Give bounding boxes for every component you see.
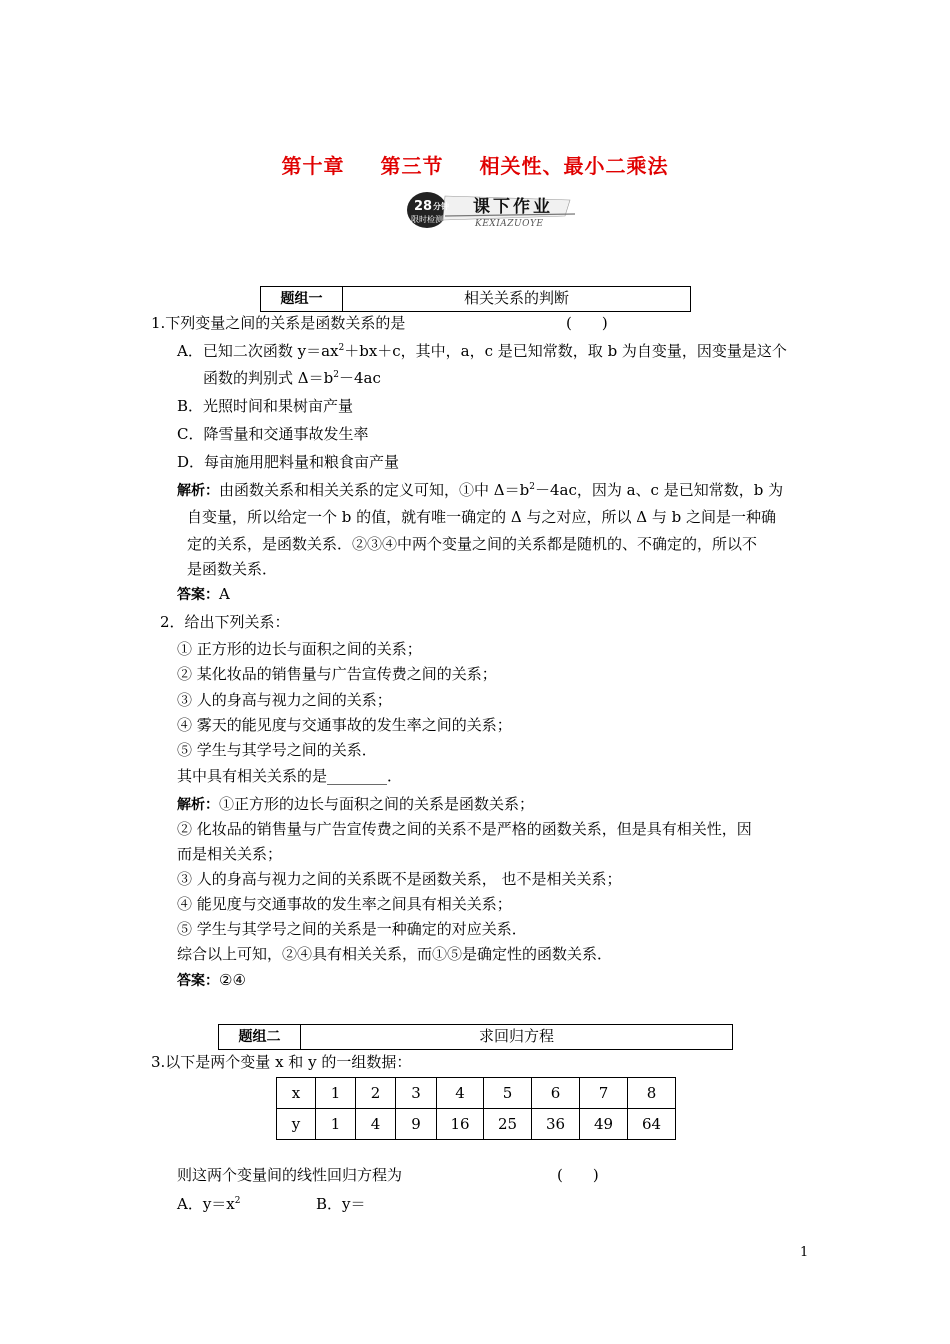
group-name: 相关关系的判断 — [463, 289, 569, 307]
q2-item-1: ① 正方形的边长与面积之间的关系； — [177, 640, 422, 658]
group-name: 求回归方程 — [478, 1027, 554, 1045]
q2-jiexi-1: 解析：①正方形的边长与面积之间的关系是函数关系； — [177, 795, 535, 813]
badge-number: 28 — [414, 199, 433, 214]
q1-stem: 1.下列变量之间的关系是函数关系的是 — [151, 314, 406, 332]
q1-option-a: A．已知二次函数 $y=ax^2+bx+c$，其中，a，c 是已知常数，取 b 为自变量，因变量是这个 — [177, 342, 787, 360]
q2-answer: 答案：②④ — [177, 971, 246, 989]
q1-paren: ( ) — [566, 314, 608, 332]
table-cell: y — [277, 1109, 316, 1140]
table-cell: 1 — [316, 1109, 356, 1140]
q3-option-a: A．$y=x^2$ — [177, 1195, 241, 1213]
q2-stem: 2．给出下列关系： — [160, 613, 290, 631]
chapter-title: 第十章 — [281, 154, 345, 178]
table-cell: 64 — [628, 1109, 676, 1140]
table-cell: 36 — [532, 1109, 580, 1140]
page-title — [0, 150, 950, 179]
group-tag: 题组一 — [261, 287, 343, 311]
table-cell: 8 — [628, 1078, 676, 1109]
q1-jiexi-3: 定的关系，是函数关系．②③④中两个变量之间的关系都是随机的、不确定的，所以不 — [187, 535, 758, 553]
topic-title: 相关性、最小二乘法 — [479, 154, 669, 178]
table-cell: 2 — [356, 1078, 396, 1109]
q1-jiexi-4: 是函数关系． — [187, 560, 278, 578]
q3-paren: ( ) — [557, 1166, 599, 1184]
table-cell: 4 — [356, 1109, 396, 1140]
badge-pinyin: KEXIAZUOYE — [475, 219, 544, 229]
q2-jiexi-6: ⑤ 学生与其学号之间的关系是一种确定的对应关系． — [177, 920, 527, 938]
q3-stem: 3.以下是两个变量 x 和 y 的一组数据： — [151, 1053, 412, 1071]
q2-item-4: ④ 雾天的能见度与交通事故的发生率之间的关系； — [177, 716, 512, 734]
q2-jiexi-2: ② 化妆品的销售量与广告宣传费之间的关系不是严格的函数关系，但是具有相关性，因 — [177, 820, 752, 838]
q2-jiexi-3: 而是相关关系； — [177, 845, 283, 863]
badge-unit: 分钟 — [433, 202, 449, 211]
q3-ask: 则这两个变量间的线性回归方程为 — [177, 1166, 403, 1184]
group-tag: 题组二 — [219, 1025, 301, 1049]
table-cell: 3 — [396, 1078, 437, 1109]
badge-sub: 限时检测 — [411, 215, 443, 224]
q1-option-c: C．降雪量和交通事故发生率 — [177, 425, 369, 443]
q2-jiexi-5: ④ 能见度与交通事故的发生率之间具有相关关系； — [177, 895, 512, 913]
table-cell: 7 — [580, 1078, 628, 1109]
q3-option-b: B．y＝ — [316, 1195, 366, 1213]
page-number: 1 — [800, 1245, 809, 1260]
topic-group-2 — [218, 1024, 733, 1050]
table-cell: 4 — [437, 1078, 484, 1109]
q1-option-b: B．光照时间和果树亩产量 — [177, 397, 354, 415]
table-cell: 49 — [580, 1109, 628, 1140]
q1-option-d: D．每亩施用肥料量和粮食亩产量 — [177, 453, 400, 471]
q2-item-3: ③ 人的身高与视力之间的关系； — [177, 691, 392, 709]
table-row — [277, 1078, 676, 1109]
badge-main: 课下作业 — [473, 197, 553, 217]
q2-jiexi-7: 综合以上可知，②④具有相关关系，而①⑤是确定性的函数关系． — [177, 945, 613, 963]
badge-logo — [405, 190, 580, 230]
table-cell: x — [277, 1078, 316, 1109]
topic-group-1 — [260, 286, 691, 312]
q1-jiexi-1: 解析：由函数关系和相关关系的定义可知，①中 $\Delta=b^2-4ac$，因为 a、c 是已知常数，b 为 — [177, 481, 784, 499]
q1-answer: 答案：A — [177, 585, 230, 603]
table-cell: 25 — [484, 1109, 532, 1140]
homework-badge — [405, 190, 580, 230]
q1-option-a-cont: 函数的判别式 $\Delta=b^2-4ac$ — [203, 369, 381, 387]
q2-jiexi-4: ③ 人的身高与视力之间的关系既不是函数关系， 也不是相关关系； — [177, 870, 622, 888]
table-cell: 1 — [316, 1078, 356, 1109]
table-cell: 5 — [484, 1078, 532, 1109]
table-cell: 6 — [532, 1078, 580, 1109]
q2-item-5: ⑤ 学生与其学号之间的关系． — [177, 741, 377, 759]
q1-jiexi-2: 自变量，所以给定一个 b 的值，就有唯一确定的 Δ 与之对应，所以 Δ 与 b 之间是一种确 — [187, 508, 777, 526]
q2-item-2: ② 某化妆品的销售量与广告宣传费之间的关系； — [177, 665, 497, 683]
data-table — [276, 1077, 676, 1140]
table-cell: 16 — [437, 1109, 484, 1140]
section-title: 第三节 — [380, 154, 444, 178]
q2-ask: 其中具有相关关系的是________． — [177, 767, 403, 785]
table-cell: 9 — [396, 1109, 437, 1140]
table-row — [277, 1109, 676, 1140]
